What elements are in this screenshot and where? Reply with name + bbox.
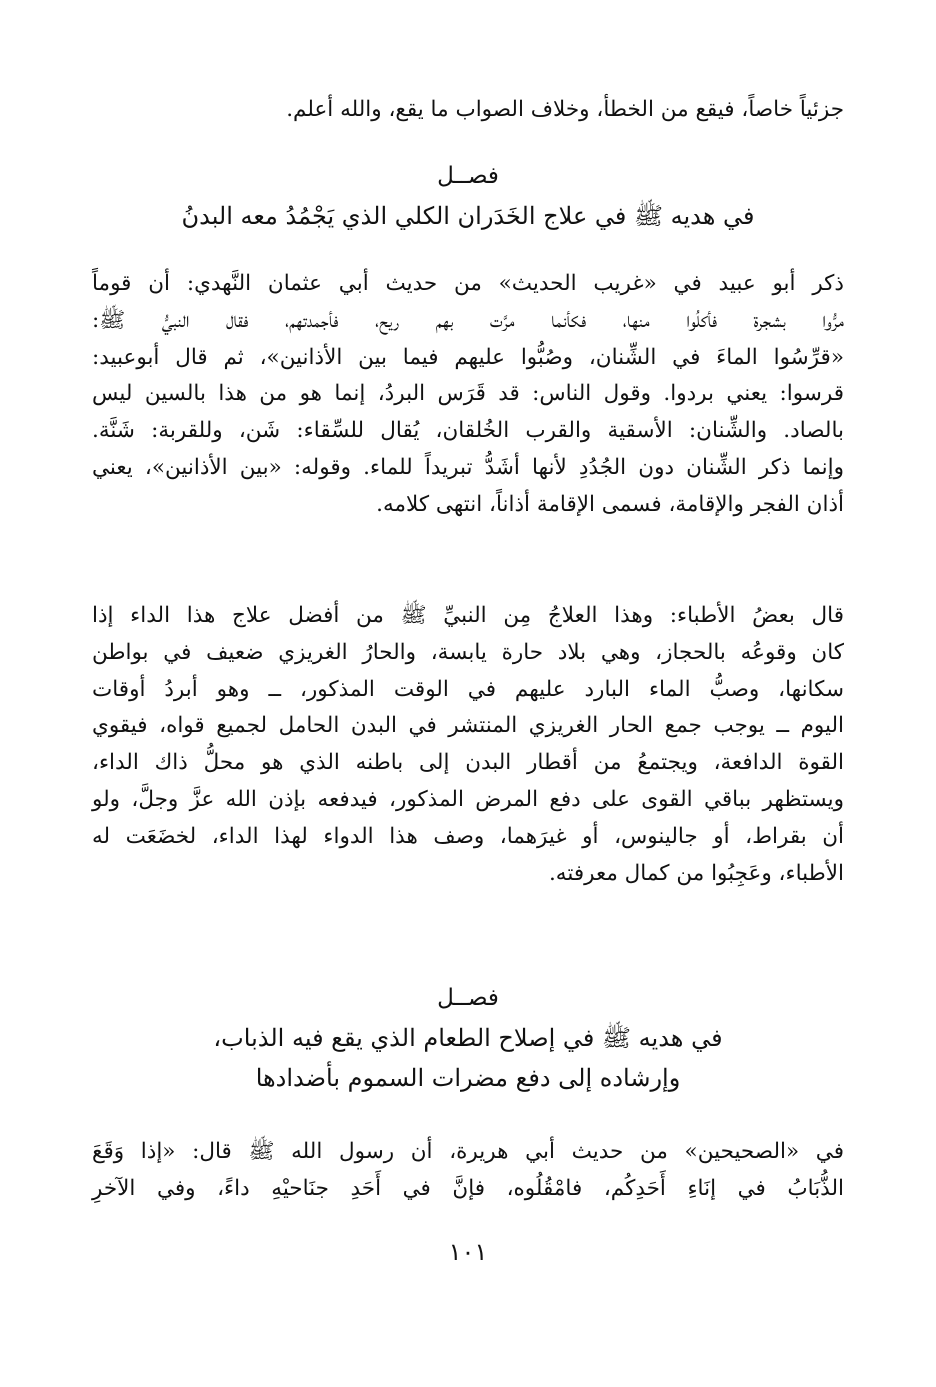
section2-paragraph1 <box>92 1134 844 1208</box>
section-heading-2 <box>0 978 936 1098</box>
text-line: كان وقوعُه بالحجاز، وهي بلاد حارة يابسة، والحارُ الغريزي ضعيف في بواطن <box>92 639 844 665</box>
section1-paragraph1 <box>92 266 844 524</box>
text-line: مرُّوا بشجرة فأكلُوا منها، فكأنما مرَّت بهم ريح، فأجمدتهم، فقال النبيُّ ﷺ: <box>92 307 844 333</box>
section-title-line2: وإرشاده إلى دفع مضرات السموم بأضدادها <box>255 1064 681 1092</box>
text-line: اليوم ــ يوجب جمع الحار الغريزي المنتشر في البدن الحامل لجميع قواه، فيقوي <box>92 713 844 739</box>
text-line: أذان الفجر والإقامة، فسمى الإقامة أذاناً، انتهى كلامه. <box>376 491 844 517</box>
text-line: «قرِّسُوا الماءَ في الشِّنان، وصُبُّوا عليهم فيما بين الأذانين»، ثم قال أبوعبيد: <box>92 344 844 370</box>
section-label: فصــل <box>437 985 499 1011</box>
text-line: بالصاد. والشِّنان: الأسقية والقرب الخُلقان، يُقال للسِّقاء: شَن، وللقربة: شَنَّة. <box>92 418 844 444</box>
section-title: في هديه ﷺ في علاج الخَدَران الكلي الذي يَجْمُدُ معه البدنُ <box>181 202 755 230</box>
intro-paragraph <box>92 92 844 129</box>
text-line: ويستظهر بباقي القوى على دفع المرض المذكور، فيدفعه بإذن الله عزَّ وجلَّ، ولو <box>92 786 844 812</box>
text-line: أن بقراط، أو جالينوس، أو غيرَهما، وصف هذا الدواء لهذا الداء، لخضَعَت له <box>92 823 844 849</box>
text-line: الأطباء، وعَجِبُوا من كمال معرفته. <box>548 860 844 886</box>
text-line: الذُّبَابُ في إنَاءِ أَحَدِكُم، فامْقُلُوه، فإنَّ في أَحَدِ جنَاحيْهِ داءً، وفي الآخرِ <box>92 1175 844 1201</box>
text-line: سكانها، وصبُّ الماء البارد عليهم في الوقت المذكور، ــ وهو أبردُ أوقات <box>92 676 844 702</box>
text-line: القوة الدافعة، ويجتمعُ من أقطار البدن إلى باطنه الذي هو محلُّ ذاك الداء، <box>92 750 844 776</box>
page-number: ١٠١ <box>448 1238 488 1266</box>
text-line: ذكر أبو عبيد في «غريب الحديث» من حديث أبي عثمان النَّهدي: أن قوماً <box>92 271 844 296</box>
section-label: فصــل <box>437 163 499 189</box>
section-heading-1 <box>0 156 936 236</box>
text-line: قال بعضُ الأطباء: وهذا العلاجُ مِن النبيِّ ﷺ من أفضل علاج هذا الداء إذا <box>92 603 844 628</box>
text-line: في «الصحيحين» من حديث أبي هريرة، أن رسول الله ﷺ قال: «إذا وَقَعَ <box>92 1139 844 1164</box>
section1-paragraph2 <box>92 598 844 892</box>
section-title-line1: في هديه ﷺ في إصلاح الطعام الذي يقع فيه الذباب، <box>213 1024 723 1052</box>
text-line: جزئياً خاصاً، فيقع من الخطأ، وخلاف الصواب ما يقع، والله أعلم. <box>286 97 844 122</box>
text-line: قرسوا: يعني بردوا. وقول الناس: قد قَرَس البردُ، إنما هو من هذا بالسين ليس <box>92 381 844 407</box>
text-line: وإنما ذكر الشِّنان دون الجُدُدِ لأنها أشَدُّ تبريداً للماء. وقوله: «بين الأذانين»، يعني <box>92 454 844 480</box>
